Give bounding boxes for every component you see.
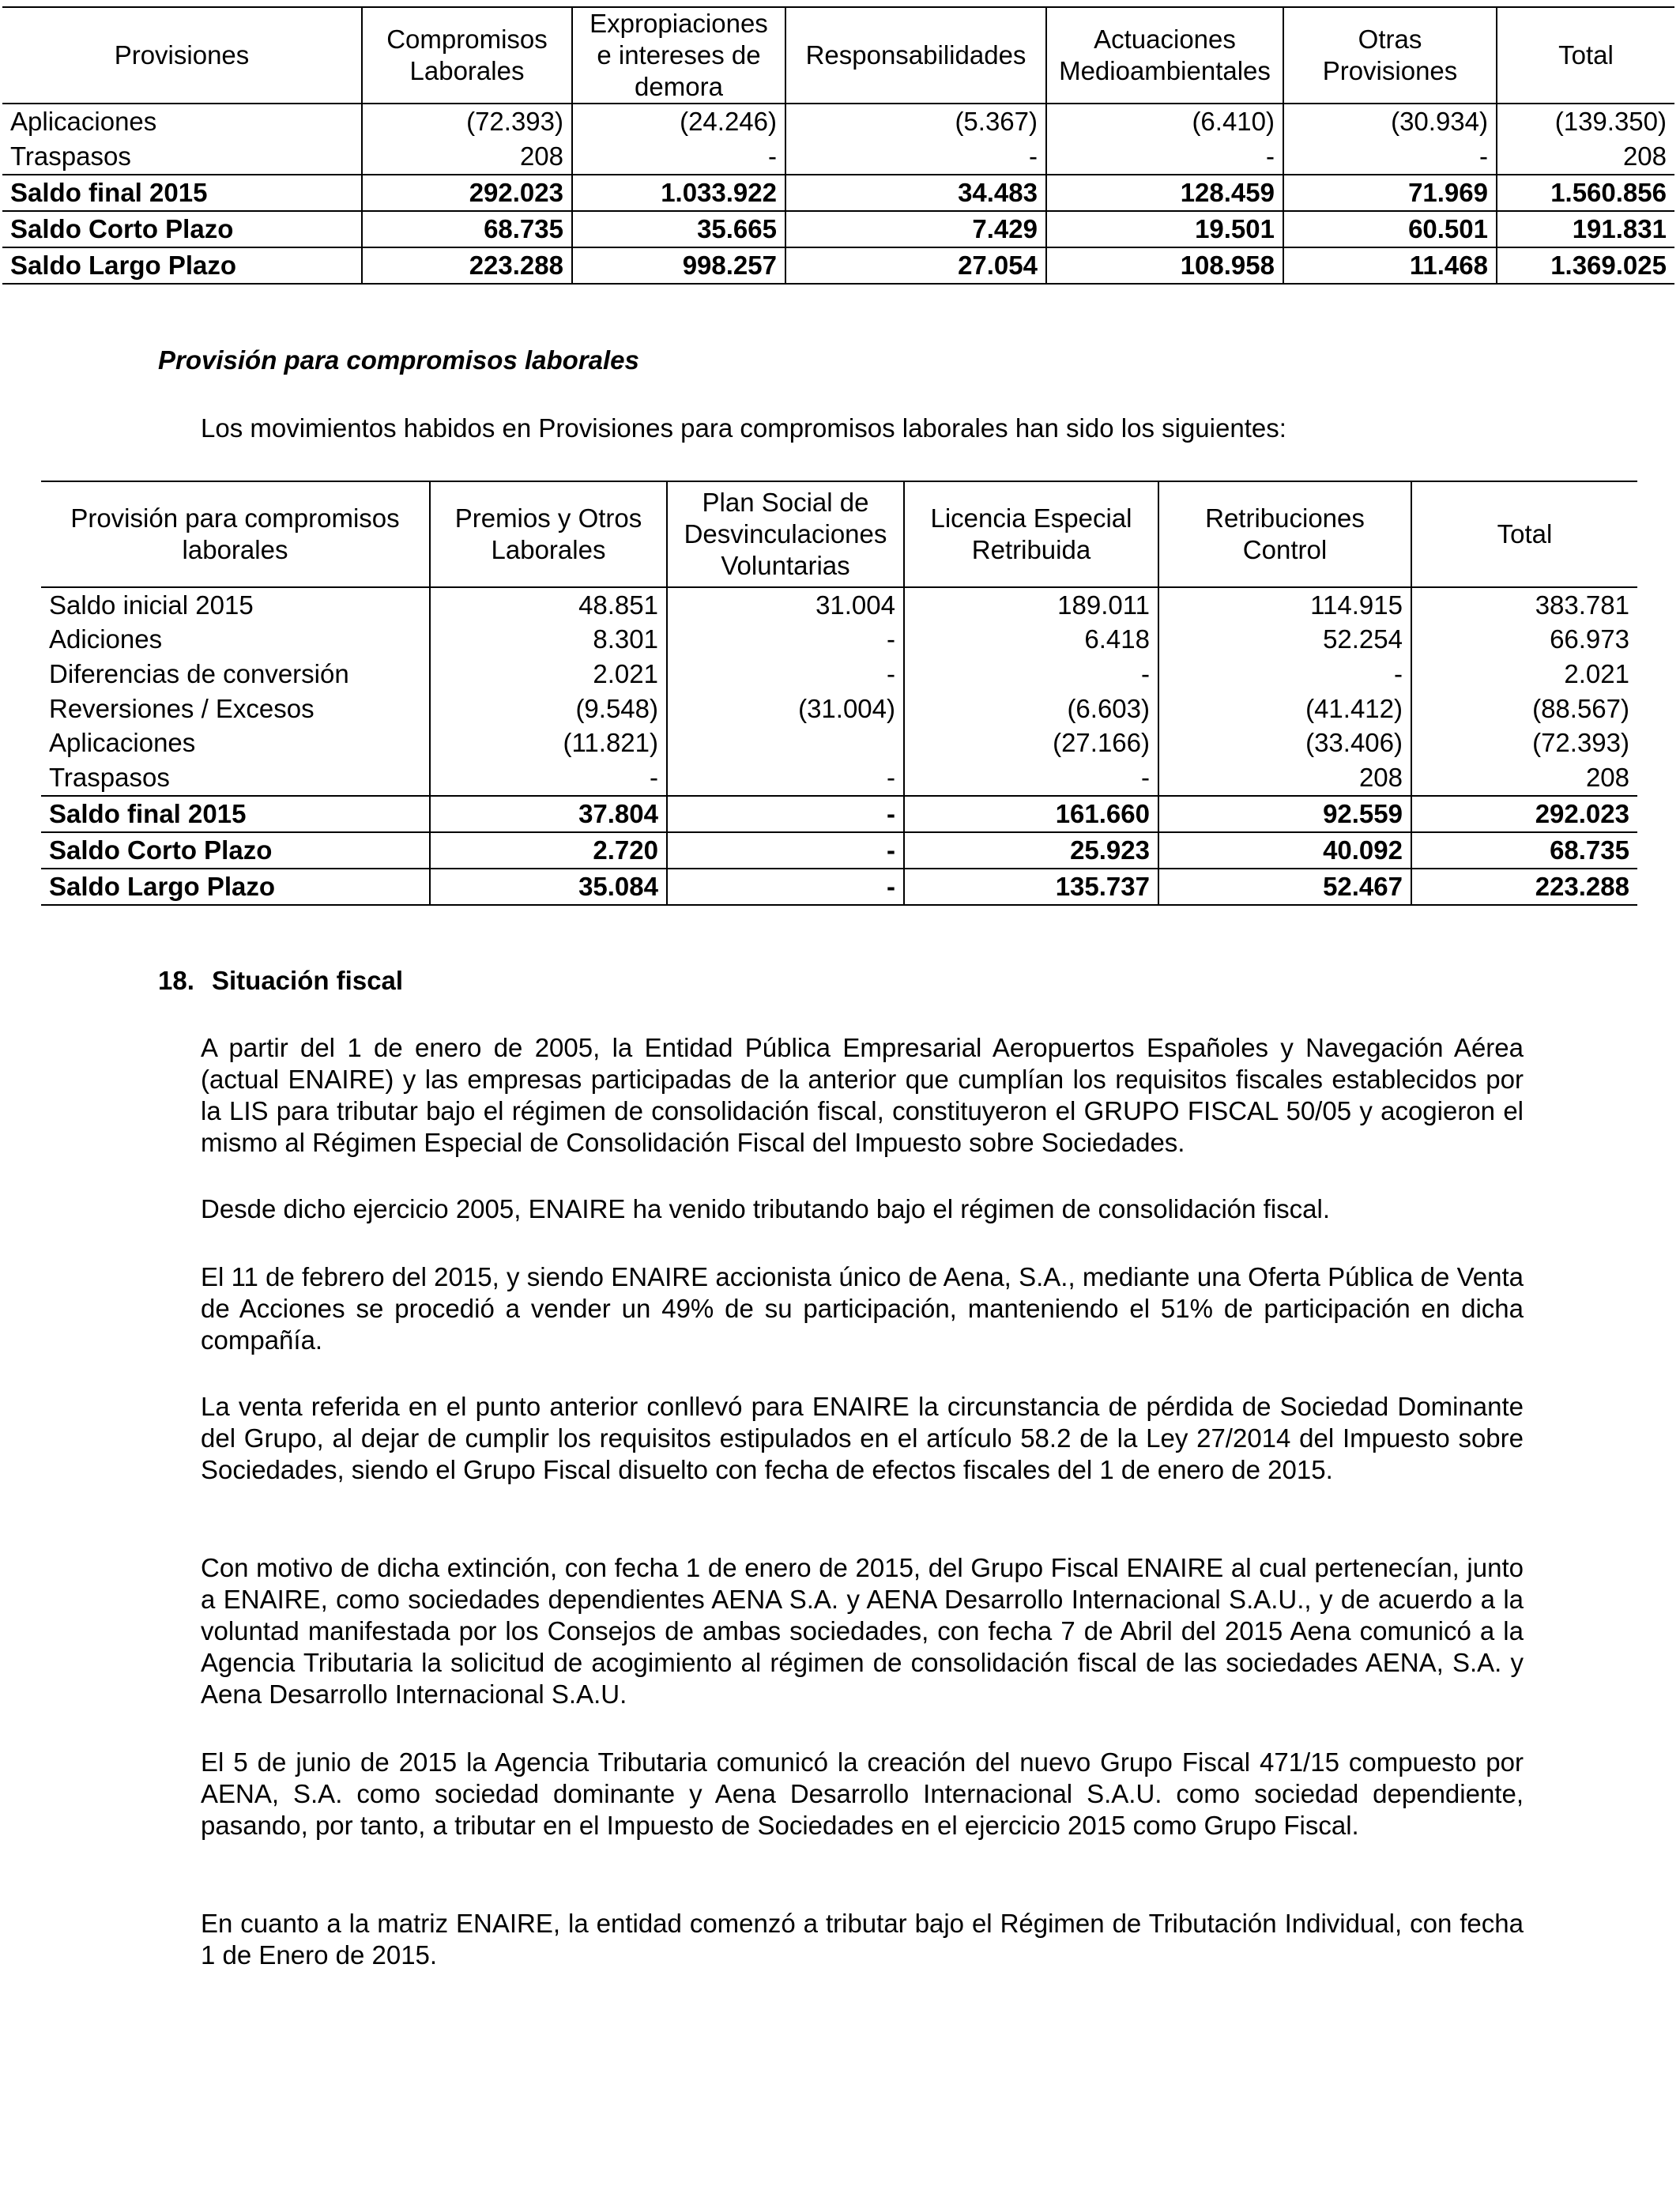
row-label: Reversiones / Excesos [49,693,315,723]
cell-value: 2.720 [430,832,667,869]
table-row [41,692,1637,726]
cell-value: 1.369.025 [1497,247,1674,284]
cell-value: - [667,796,904,832]
cell-value: (41.412) [1158,692,1411,726]
cell-value: - [1283,139,1497,175]
provisions-table [2,6,1674,285]
row-label: Saldo final 2015 [41,796,430,832]
cell-value: 1.560.856 [1497,175,1674,211]
table-header-row [2,7,1674,104]
cell-value: 128.459 [1046,175,1283,211]
column-header: Expropiaciones e intereses de demora [572,7,785,104]
section-title-text: Situación fiscal [212,966,404,995]
table-row [41,623,1637,658]
cell-value: 208 [1411,760,1637,796]
cell-value: 383.781 [1411,587,1637,623]
table-row [2,104,1674,139]
cell-value: (72.393) [1411,726,1637,760]
cell-value: 40.092 [1158,832,1411,869]
cell-value: - [667,760,904,796]
cell-value: 8.301 [430,623,667,658]
cell-value: - [430,760,667,796]
cell-value: 292.023 [362,175,572,211]
table-row [2,247,1674,284]
row-label: Saldo inicial 2015 [49,590,254,620]
paragraph: En cuanto a la matriz ENAIRE, la entidad comenzó a tributar bajo el Régimen de Tributación Individual, con fecha 1 de Enero de 2015. [201,1909,1524,1970]
cell-value: - [785,139,1046,175]
cell-value: (30.934) [1283,104,1497,139]
paragraph: A partir del 1 de enero de 2005, la Entidad Pública Empresarial Aeropuertos Españoles y Navegación Aérea (actual ENAIRE) y las empresas participadas de la anterior que cumplían los requisitos fiscales establecidos por la LIS para tributar bajo el régimen de consolidación fiscal, constituyeron el GRUPO FISCAL 50/05 y acogieron el mismo al Régimen Especial de Consolidación Fiscal del Impuesto sobre Sociedades. [201,1033,1524,1157]
intro-text: Los movimientos habidos en Provisiones para compromisos laborales han sido los siguientes: [201,413,1286,443]
cell-value: 6.418 [904,623,1158,658]
cell-value: 34.483 [785,175,1046,211]
cell-value: 208 [1497,139,1674,175]
cell-value: 998.257 [572,247,785,284]
row-label: Adiciones [49,624,163,654]
column-header: Provisión para compromisos laborales [41,481,430,587]
paragraph: La venta referida en el punto anterior conllevó para ENAIRE la circunstancia de pérdida de Sociedad Dominante del Grupo, al dejar de cumplir los requisitos estipulados en el artículo 58.2 de la Ley 27/2014 del Impuesto sobre Sociedades, siendo el Grupo Fiscal disuelto con fecha de efectos fiscales del 1 de enero de 2015. [201,1392,1524,1484]
column-header: Compromisos Laborales [362,7,572,104]
cell-value: (5.367) [785,104,1046,139]
column-header: Otras Provisiones [1283,7,1497,104]
cell-value: (6.603) [904,692,1158,726]
column-header: Retribuciones Control [1158,481,1411,587]
cell-value [667,726,904,760]
cell-value: - [667,869,904,905]
table-row [41,760,1637,796]
cell-value: 161.660 [904,796,1158,832]
cell-value: 27.054 [785,247,1046,284]
cell-value: 68.735 [362,211,572,247]
cell-value: 31.004 [667,587,904,623]
row-label: Saldo Largo Plazo [2,247,362,284]
cell-value: 52.254 [1158,623,1411,658]
section-number: 18. [158,966,194,995]
cell-value: (27.166) [904,726,1158,760]
cell-value: - [1158,657,1411,692]
row-label: Aplicaciones [10,107,157,136]
cell-value: 19.501 [1046,211,1283,247]
cell-value: - [904,760,1158,796]
section-heading: Provisión para compromisos laborales [158,345,639,375]
table-row [2,139,1674,175]
cell-value: - [1046,139,1283,175]
cell-value: 191.831 [1497,211,1674,247]
row-label: Saldo Corto Plazo [2,211,362,247]
cell-value: 223.288 [362,247,572,284]
cell-value: 52.467 [1158,869,1411,905]
cell-value: 292.023 [1411,796,1637,832]
cell-value: (24.246) [572,104,785,139]
column-header: Provisiones [2,7,362,104]
table-row [2,211,1674,247]
cell-value: 92.559 [1158,796,1411,832]
column-header: Plan Social de Desvinculaciones Voluntarias [667,481,904,587]
table-row [2,175,1674,211]
cell-value: - [667,657,904,692]
table-row [41,726,1637,760]
cell-value: 114.915 [1158,587,1411,623]
row-label: Aplicaciones [49,728,196,758]
cell-value: 7.429 [785,211,1046,247]
cell-value: - [667,623,904,658]
cell-value: (139.350) [1497,104,1674,139]
row-label: Diferencias de conversión [49,658,349,688]
cell-value: 35.084 [430,869,667,905]
section-18-title [158,966,403,996]
paragraph: El 5 de junio de 2015 la Agencia Tributaria comunicó la creación del nuevo Grupo Fiscal 471/15 compuesto por AENA, S.A. como sociedad dominante y Aena Desarrollo Internacional S.A.U. como sociedad dependiente, pasando, por tanto, a tributar en el Impuesto de Sociedades en el ejercicio 2015 como Grupo Fiscal. [201,1747,1524,1840]
cell-value: - [904,657,1158,692]
cell-value: 208 [362,139,572,175]
cell-value: 2.021 [1411,657,1637,692]
row-label: Traspasos [49,762,170,792]
cell-value: 208 [1158,760,1411,796]
labor-commitments-table [41,481,1637,906]
row-label: Saldo Corto Plazo [41,832,430,869]
column-header: Licencia Especial Retribuida [904,481,1158,587]
table-row [41,869,1637,905]
cell-value: 71.969 [1283,175,1497,211]
cell-value: (31.004) [667,692,904,726]
cell-value: 2.021 [430,657,667,692]
cell-value: (72.393) [362,104,572,139]
table-row [41,657,1637,692]
column-header: Total [1497,7,1674,104]
column-header: Total [1411,481,1637,587]
cell-value: 25.923 [904,832,1158,869]
cell-value: 108.958 [1046,247,1283,284]
cell-value: 35.665 [572,211,785,247]
row-label: Saldo Largo Plazo [41,869,430,905]
table-row [41,587,1637,623]
cell-value: 1.033.922 [572,175,785,211]
cell-value: (9.548) [430,692,667,726]
cell-value: 48.851 [430,587,667,623]
table-row [41,796,1637,832]
column-header: Premios y Otros Laborales [430,481,667,587]
cell-value: (88.567) [1411,692,1637,726]
cell-value: (11.821) [430,726,667,760]
cell-value: 11.468 [1283,247,1497,284]
column-header: Actuaciones Medioambientales [1046,7,1283,104]
cell-value: 68.735 [1411,832,1637,869]
row-label: Saldo final 2015 [2,175,362,211]
column-header: Responsabilidades [785,7,1046,104]
paragraph: El 11 de febrero del 2015, y siendo ENAIRE accionista único de Aena, S.A., mediante una Oferta Pública de Venta de Acciones se procedió a vender un 49% de su participación, manteniendo el 51% de participación en dicha compañía. [201,1262,1524,1355]
cell-value: 66.973 [1411,623,1637,658]
paragraph: Desde dicho ejercicio 2005, ENAIRE ha venido tributando bajo el régimen de consolidación fiscal. [201,1194,1331,1223]
cell-value: 189.011 [904,587,1158,623]
cell-value: (33.406) [1158,726,1411,760]
cell-value: 223.288 [1411,869,1637,905]
cell-value: (6.410) [1046,104,1283,139]
paragraph: Con motivo de dicha extinción, con fecha 1 de enero de 2015, del Grupo Fiscal ENAIRE al cual pertenecían, junto a ENAIRE, como sociedades dependientes AENA S.A. y AENA Desarrollo Internacional S.A.U., y de acuerdo a la voluntad manifestada por los Consejos de ambas sociedades, con fecha 7 de Abril del 2015 Aena comunicó a la Agencia Tributaria la solicitud de acogimiento al régimen de consolidación fiscal de las sociedades AENA, S.A. y Aena Desarrollo Internacional S.A.U. [201,1553,1524,1709]
table-header-row [41,481,1637,587]
cell-value: - [572,139,785,175]
table-row [41,832,1637,869]
cell-value: 37.804 [430,796,667,832]
row-label: Traspasos [10,141,131,171]
cell-value: 135.737 [904,869,1158,905]
cell-value: - [667,832,904,869]
cell-value: 60.501 [1283,211,1497,247]
